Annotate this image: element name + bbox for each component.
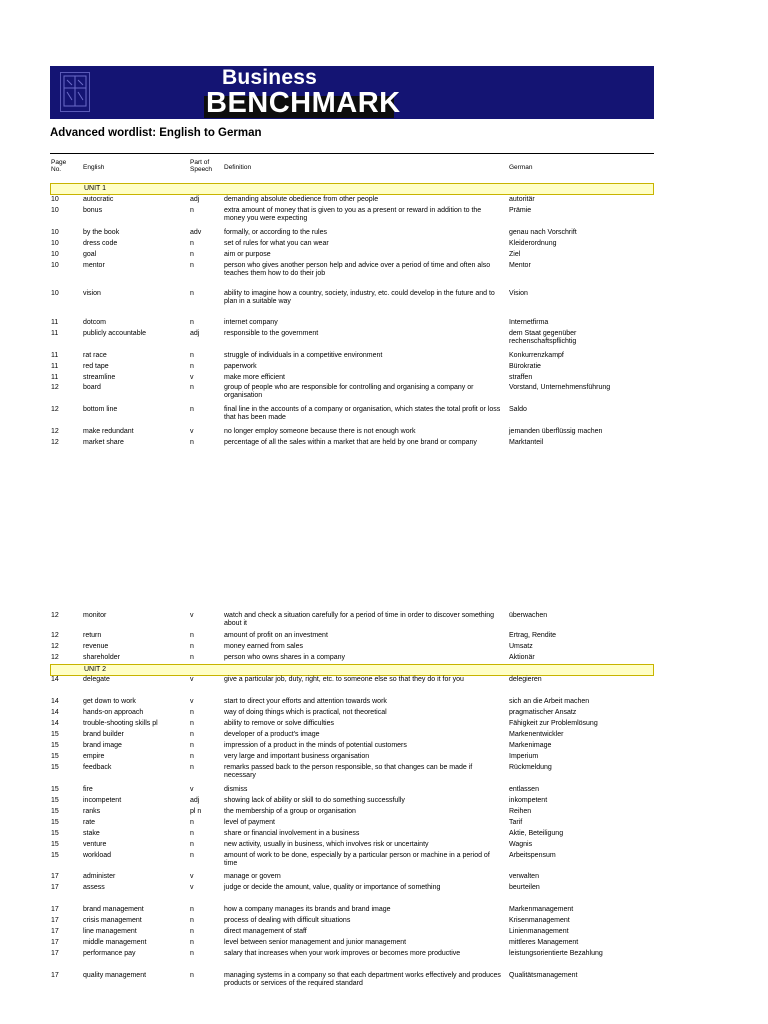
cell-english: dress code <box>83 240 118 247</box>
cell-german: Vision <box>509 290 528 297</box>
cell-page: 12 <box>51 428 59 435</box>
cell-german: Marktanteil <box>509 439 544 446</box>
cell-pos: n <box>190 207 194 214</box>
cell-pos: n <box>190 939 194 946</box>
cell-definition: process of dealing with difficult situations <box>224 917 351 924</box>
cell-pos: v <box>190 676 194 683</box>
cell-pos: n <box>190 917 194 924</box>
page-title: Advanced wordlist: English to German <box>50 127 262 139</box>
cell-pos: n <box>190 654 194 661</box>
cell-definition: watch and check a situation carefully for a period of time in order to discover something about it <box>224 612 495 627</box>
cell-definition: aim or purpose <box>224 251 271 258</box>
cell-english: hands-on approach <box>83 709 144 716</box>
cell-definition: start to direct your efforts and attention towards work <box>224 698 387 705</box>
cell-definition: ability to imagine how a country, society, industry, etc. could develop in the future and to plan in a suitable way <box>224 290 495 305</box>
cell-definition: ability to remove or solve difficulties <box>224 720 334 727</box>
cell-pos: n <box>190 852 194 859</box>
cell-definition: struggle of individuals in a competitive environment <box>224 352 383 359</box>
cell-definition: paperwork <box>224 363 257 370</box>
cell-pos: adj <box>190 797 200 804</box>
cell-english: middle management <box>83 939 147 946</box>
cell-pos: v <box>190 374 194 381</box>
cell-page: 10 <box>51 290 59 297</box>
cell-page: 17 <box>51 939 59 946</box>
cell-german: Internetfirma <box>509 319 549 326</box>
cell-pos: v <box>190 786 194 793</box>
cell-english: fire <box>83 786 93 793</box>
cell-page: 14 <box>51 709 59 716</box>
unit-label: UNIT 2 <box>84 666 107 673</box>
cell-german: Imperium <box>509 753 539 760</box>
cell-english: shareholder <box>83 654 120 661</box>
cell-definition: set of rules for what you can wear <box>224 240 329 247</box>
cell-english: board <box>83 384 101 391</box>
cell-english: stake <box>83 830 100 837</box>
cell-english: rate <box>83 819 96 826</box>
cell-page: 15 <box>51 786 59 793</box>
cell-german: sich an die Arbeit machen <box>509 698 590 705</box>
cell-pos: n <box>190 290 194 297</box>
cell-english: venture <box>83 841 107 848</box>
cell-page: 14 <box>51 720 59 727</box>
cell-german: Arbeitspensum <box>509 852 556 859</box>
cell-german: autoritär <box>509 196 535 203</box>
cell-pos: v <box>190 873 194 880</box>
cell-english: publicly accountable <box>83 330 147 337</box>
cell-english: performance pay <box>83 950 136 957</box>
cell-pos: n <box>190 928 194 935</box>
cell-pos: n <box>190 764 194 771</box>
cell-german: Ziel <box>509 251 521 258</box>
brand-name-top: Business <box>222 66 317 89</box>
cell-page: 11 <box>51 363 59 370</box>
unit-header <box>50 664 654 676</box>
cell-page: 11 <box>51 330 59 337</box>
cell-page: 10 <box>51 262 59 269</box>
cell-english: delegate <box>83 676 110 683</box>
cell-definition: extra amount of money that is given to you as a present or reward in addition to the money you were expecting <box>224 207 482 222</box>
cell-english: market share <box>83 439 124 446</box>
cell-pos: n <box>190 819 194 826</box>
cell-page: 17 <box>51 917 59 924</box>
cell-page: 10 <box>51 196 59 203</box>
cell-definition: amount of profit on an investment <box>224 632 328 639</box>
cell-english: brand builder <box>83 731 124 738</box>
cell-german: delegieren <box>509 676 542 683</box>
cell-definition: how a company manages its brands and brand image <box>224 906 391 913</box>
cell-english: vision <box>83 290 101 297</box>
cell-german: Umsatz <box>509 643 533 650</box>
cell-page: 15 <box>51 797 59 804</box>
cell-english: get down to work <box>83 698 136 705</box>
cell-definition: percentage of all the sales within a market that are held by one brand or company <box>224 439 477 446</box>
col-pos-line2: Speech <box>190 166 213 173</box>
cell-german: Krisenmanagement <box>509 917 570 924</box>
cell-definition: managing systems in a company so that each department works effectively and produces products or services of the required standard <box>224 972 501 987</box>
col-pos-header <box>190 159 212 173</box>
cell-pos: v <box>190 428 194 435</box>
cell-definition: responsible to the government <box>224 330 319 337</box>
cell-pos: n <box>190 262 194 269</box>
cell-german: Qualitätsmanagement <box>509 972 578 979</box>
cell-german: überwachen <box>509 612 548 619</box>
cell-page: 17 <box>51 950 59 957</box>
cell-english: return <box>83 632 102 639</box>
cell-definition: internet company <box>224 319 278 326</box>
cell-definition: person who owns shares in a company <box>224 654 346 661</box>
cell-definition: manage or govern <box>224 873 281 880</box>
cell-english: red tape <box>83 363 109 370</box>
cell-english: line management <box>83 928 137 935</box>
cell-english: mentor <box>83 262 105 269</box>
cell-definition: judge or decide the amount, value, quality or importance of something <box>224 884 441 891</box>
cell-english: feedback <box>83 764 112 771</box>
cell-german: straffen <box>509 374 533 381</box>
cell-page: 15 <box>51 753 59 760</box>
cell-english: crisis management <box>83 917 142 924</box>
crest-logo-icon <box>60 72 90 112</box>
brand-name-bottom: BENCHMARK <box>206 87 401 119</box>
cell-german: Konkurrenzkampf <box>509 352 564 359</box>
header-banner <box>50 66 654 119</box>
cell-definition: final line in the accounts of a company or organisation, which states the total profit or loss that has been made <box>224 406 501 421</box>
cell-english: assess <box>83 884 105 891</box>
cell-german: verwalten <box>509 873 539 880</box>
cell-german: mittleres Management <box>509 939 579 946</box>
cell-page: 12 <box>51 643 59 650</box>
cell-page: 14 <box>51 676 59 683</box>
cell-definition: developer of a product's image <box>224 731 320 738</box>
cell-english: ranks <box>83 808 101 815</box>
col-german-header: German <box>509 164 533 171</box>
cell-english: autocratic <box>83 196 114 203</box>
cell-german: Linienmanagement <box>509 928 569 935</box>
cell-english: brand management <box>83 906 144 913</box>
cell-definition: demanding absolute obedience from other people <box>224 196 379 203</box>
cell-pos: n <box>190 363 194 370</box>
cell-pos: n <box>190 643 194 650</box>
cell-english: brand image <box>83 742 122 749</box>
cell-definition: formally, or according to the rules <box>224 229 327 236</box>
cell-page: 11 <box>51 352 59 359</box>
cell-german: jemanden überflüssig machen <box>509 428 603 435</box>
cell-pos: v <box>190 698 194 705</box>
cell-german: inkompetent <box>509 797 548 804</box>
cell-german: Aktie, Beteiligung <box>509 830 564 837</box>
cell-english: by the book <box>83 229 120 236</box>
cell-pos: v <box>190 612 194 619</box>
cell-pos: n <box>190 319 194 326</box>
cell-german: Ertrag, Rendite <box>509 632 557 639</box>
col-english-header: English <box>83 164 105 171</box>
cell-german: Bürokratie <box>509 363 541 370</box>
cell-page: 15 <box>51 841 59 848</box>
cell-pos: n <box>190 632 194 639</box>
cell-page: 10 <box>51 207 59 214</box>
cell-definition: share or financial involvement in a business <box>224 830 360 837</box>
cell-pos: n <box>190 352 194 359</box>
cell-pos: n <box>190 972 194 979</box>
cell-german: Markenmanagement <box>509 906 574 913</box>
header-rule <box>50 153 654 154</box>
cell-page: 15 <box>51 731 59 738</box>
cell-page: 12 <box>51 612 59 619</box>
cell-pos: adj <box>190 196 200 203</box>
cell-german: beurteilen <box>509 884 540 891</box>
cell-german: Markenimage <box>509 742 552 749</box>
cell-english: bottom line <box>83 406 118 413</box>
cell-english: streamline <box>83 374 116 381</box>
cell-pos: n <box>190 753 194 760</box>
cell-german: Markenentwickler <box>509 731 564 738</box>
cell-definition: make more efficient <box>224 374 285 381</box>
cell-english: bonus <box>83 207 103 214</box>
cell-pos: n <box>190 240 194 247</box>
cell-german: Prämie <box>509 207 532 214</box>
cell-page: 12 <box>51 439 59 446</box>
cell-page: 17 <box>51 873 59 880</box>
cell-definition: level between senior management and junior management <box>224 939 407 946</box>
cell-pos: n <box>190 406 194 413</box>
cell-german: Rückmeldung <box>509 764 552 771</box>
cell-pos: n <box>190 709 194 716</box>
cell-definition: give a particular job, duty, right, etc. to someone else so that they do it for you <box>224 676 464 683</box>
cell-definition: group of people who are responsible for controlling and organising a company or organisation <box>224 384 474 399</box>
unit-label: UNIT 1 <box>84 185 107 192</box>
cell-page: 14 <box>51 698 59 705</box>
cell-page: 10 <box>51 251 59 258</box>
cell-pos: n <box>190 906 194 913</box>
cell-german: Mentor <box>509 262 531 269</box>
cell-english: goal <box>83 251 97 258</box>
cell-german: genau nach Vorschrift <box>509 229 577 236</box>
cell-pos: n <box>190 384 194 391</box>
cell-page: 12 <box>51 654 59 661</box>
cell-page: 10 <box>51 240 59 247</box>
cell-pos: pl n <box>190 808 202 815</box>
cell-definition: new activity, usually in business, which involves risk or uncertainty <box>224 841 429 848</box>
cell-english: dotcom <box>83 319 106 326</box>
col-definition-header: Definition <box>224 164 252 171</box>
cell-german: Fähigkeit zur Problemlösung <box>509 720 598 727</box>
cell-definition: direct management of staff <box>224 928 307 935</box>
cell-definition: dismiss <box>224 786 248 793</box>
cell-german: pragmatischer Ansatz <box>509 709 577 716</box>
cell-pos: n <box>190 439 194 446</box>
cell-definition: money earned from sales <box>224 643 303 650</box>
cell-definition: way of doing things which is practical, not theoretical <box>224 709 387 716</box>
cell-english: trouble-shooting skills pl <box>83 720 158 727</box>
cell-english: monitor <box>83 612 107 619</box>
cell-pos: n <box>190 251 194 258</box>
cell-page: 15 <box>51 764 59 771</box>
cell-definition: level of payment <box>224 819 275 826</box>
col-page-line1: Page <box>51 159 67 166</box>
cell-page: 15 <box>51 852 59 859</box>
cell-page: 11 <box>51 374 59 381</box>
col-pos-line1: Part of <box>190 159 210 166</box>
cell-definition: person who gives another person help and advice over a period of time and often also teaches them how to do their job <box>224 262 491 277</box>
col-page-line2: No. <box>51 166 62 173</box>
cell-definition: amount of work to be done, especially by a particular person or machine in a period of time <box>224 852 490 867</box>
cell-german: Wagnis <box>509 841 533 848</box>
cell-german: leistungsorientierte Bezahlung <box>509 950 603 957</box>
cell-definition: no longer employ someone because there is not enough work <box>224 428 416 435</box>
cell-pos: n <box>190 720 194 727</box>
cell-german: Kleiderordnung <box>509 240 557 247</box>
cell-page: 11 <box>51 319 59 326</box>
unit-header <box>50 183 654 195</box>
cell-page: 17 <box>51 928 59 935</box>
cell-german: Aktionär <box>509 654 535 661</box>
cell-definition: the membership of a group or organisation <box>224 808 356 815</box>
cell-definition: impression of a product in the minds of potential customers <box>224 742 407 749</box>
cell-german: Saldo <box>509 406 527 413</box>
cell-definition: very large and important business organisation <box>224 753 370 760</box>
cell-german: Vorstand, Unternehmensführung <box>509 384 611 391</box>
cell-english: revenue <box>83 643 109 650</box>
cell-german: Tarif <box>509 819 523 826</box>
cell-page: 17 <box>51 972 59 979</box>
cell-english: make redundant <box>83 428 134 435</box>
cell-pos: n <box>190 841 194 848</box>
cell-page: 17 <box>51 884 59 891</box>
cell-pos: n <box>190 742 194 749</box>
cell-pos: n <box>190 731 194 738</box>
cell-definition: salary that increases when your work improves or becomes more productive <box>224 950 461 957</box>
cell-english: workload <box>83 852 112 859</box>
cell-german: entlassen <box>509 786 539 793</box>
cell-english: rat race <box>83 352 107 359</box>
cell-english: incompetent <box>83 797 122 804</box>
cell-pos: adv <box>190 229 202 236</box>
cell-page: 15 <box>51 819 59 826</box>
cell-page: 12 <box>51 406 59 413</box>
cell-page: 12 <box>51 384 59 391</box>
cell-pos: v <box>190 884 194 891</box>
col-page-header <box>51 159 66 173</box>
cell-german: dem Staat gegenüber rechenschaftspflichtig <box>509 330 577 345</box>
cell-page: 15 <box>51 808 59 815</box>
cell-page: 10 <box>51 229 59 236</box>
cell-pos: n <box>190 950 194 957</box>
cell-definition: showing lack of ability or skill to do something successfully <box>224 797 405 804</box>
cell-pos: n <box>190 830 194 837</box>
cell-page: 12 <box>51 632 59 639</box>
cell-english: quality management <box>83 972 147 979</box>
cell-pos: adj <box>190 330 200 337</box>
cell-definition: remarks passed back to the person responsible, so that changes can be made if necessary <box>224 764 473 779</box>
cell-english: empire <box>83 753 105 760</box>
cell-english: administer <box>83 873 116 880</box>
cell-page: 15 <box>51 742 59 749</box>
cell-page: 17 <box>51 906 59 913</box>
cell-page: 15 <box>51 830 59 837</box>
cell-german: Reihen <box>509 808 532 815</box>
